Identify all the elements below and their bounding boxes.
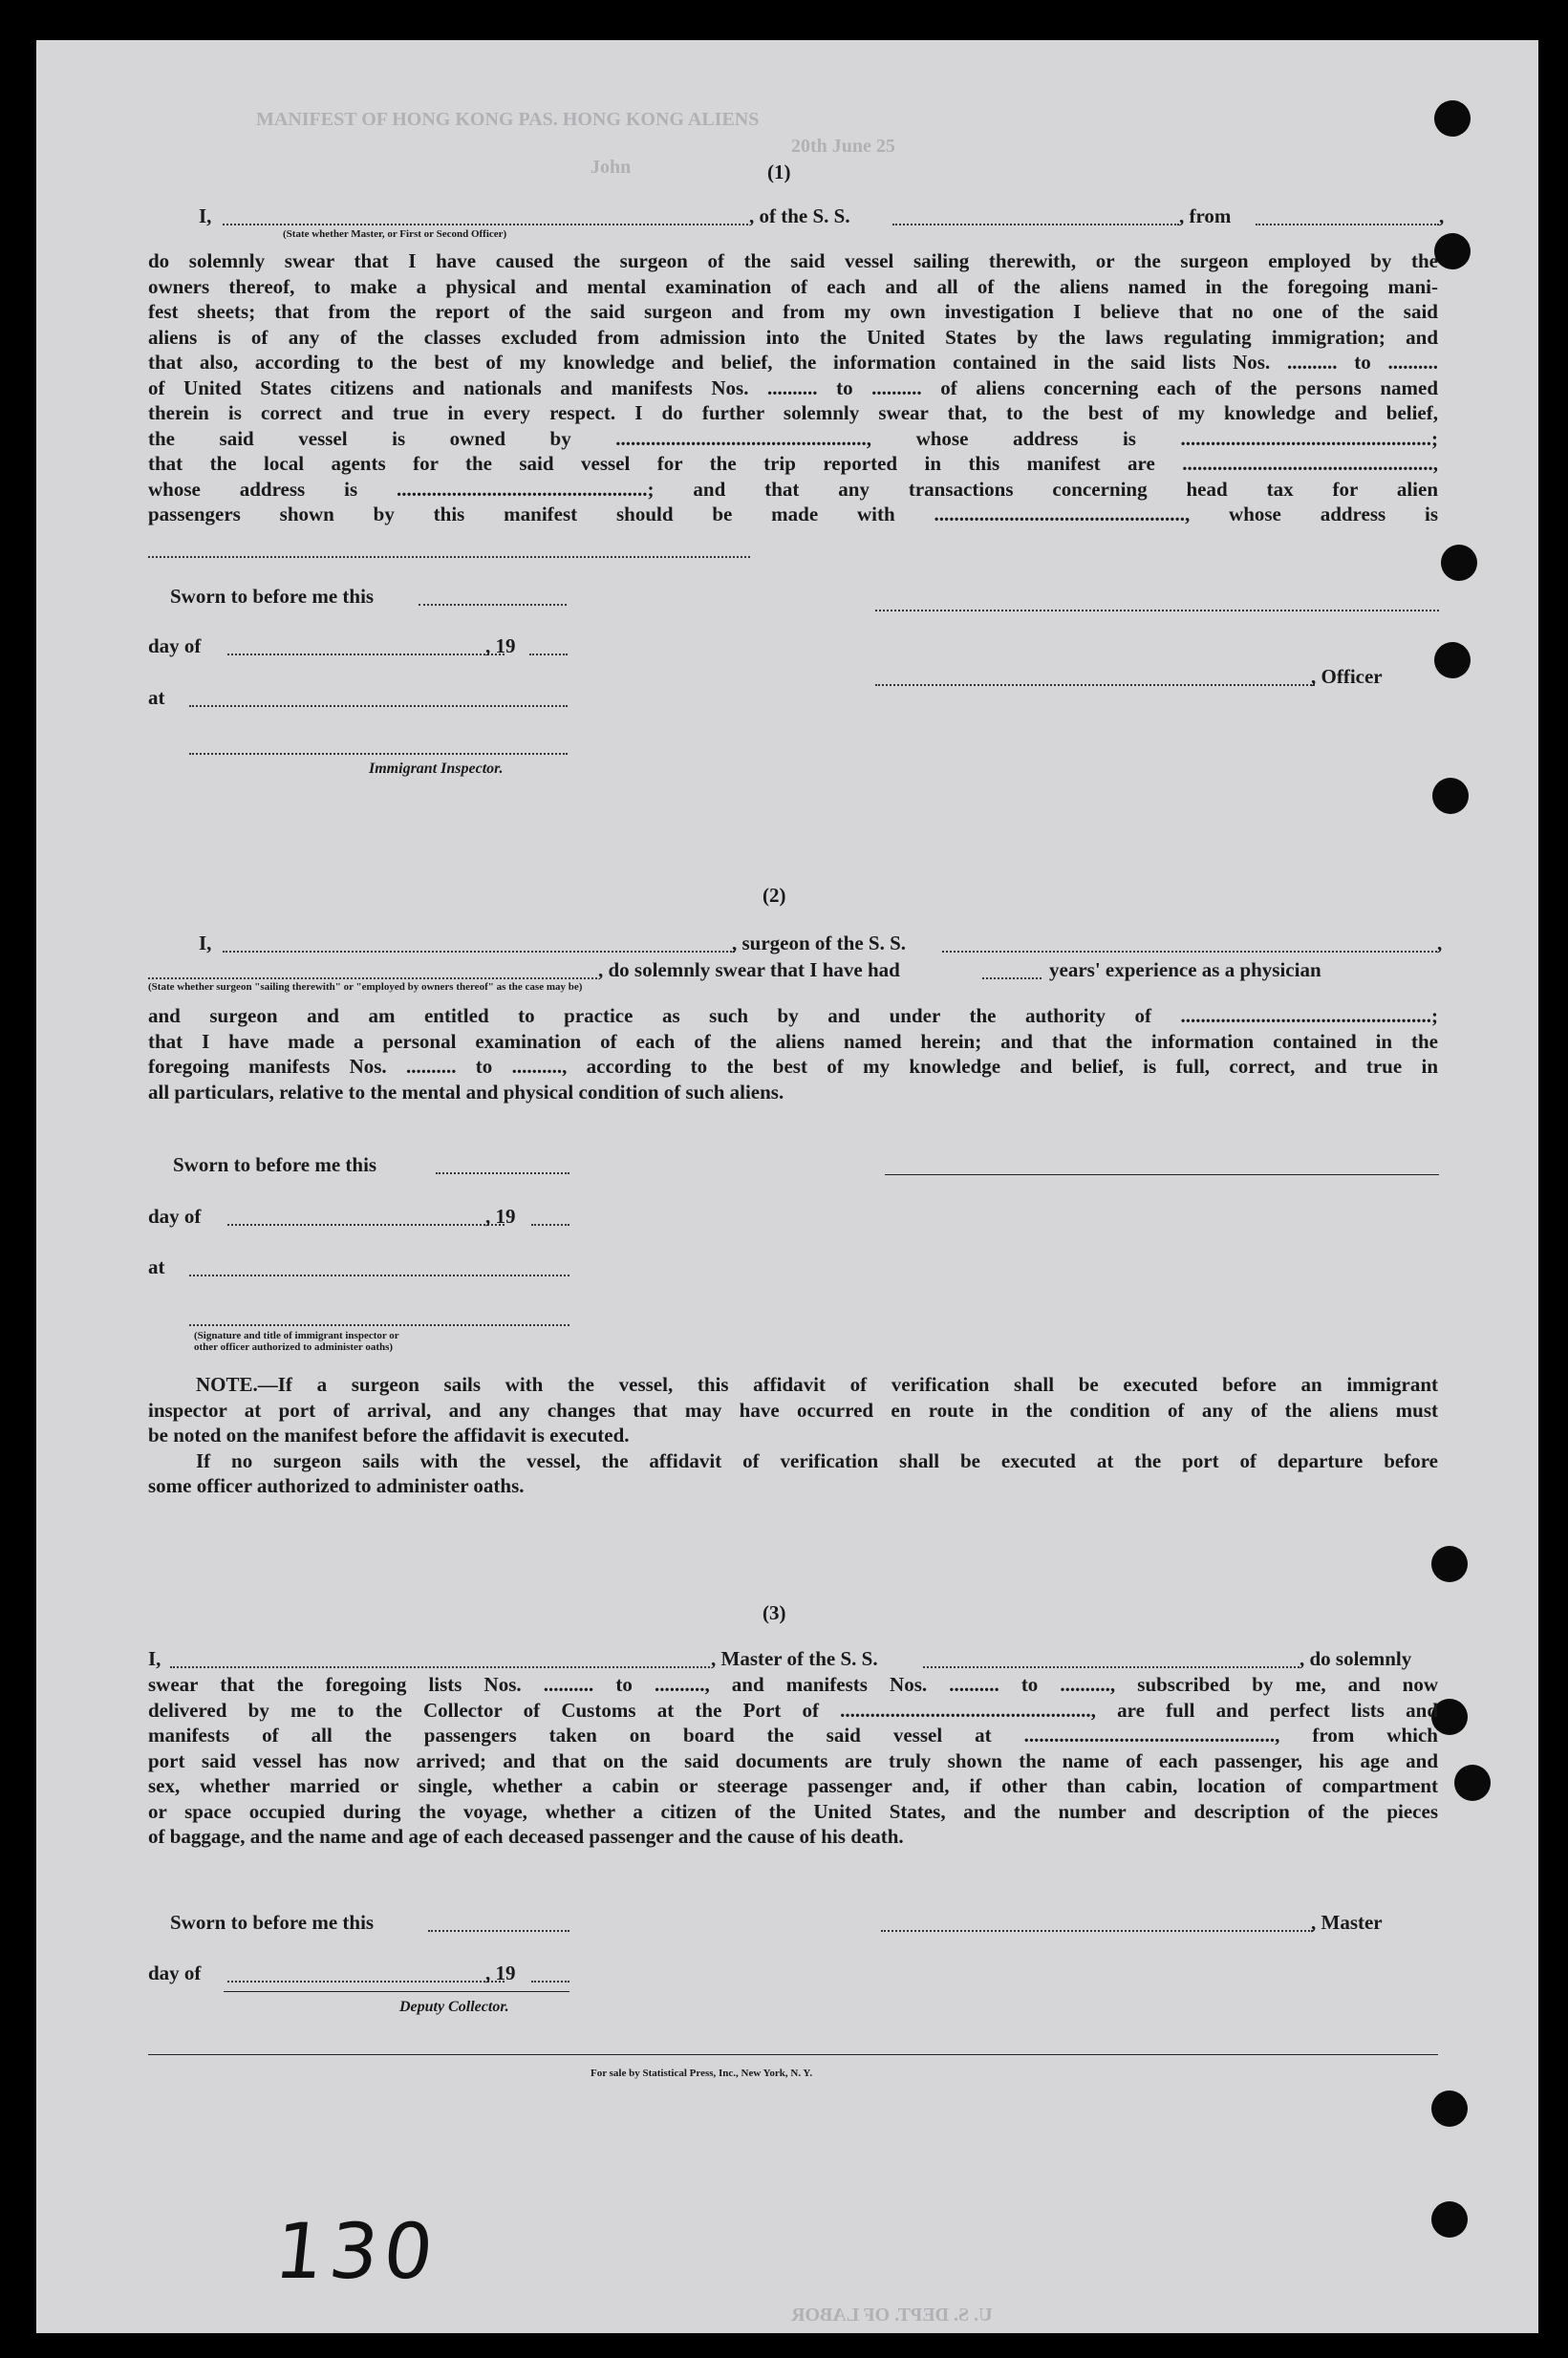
section3-body: swear that the foregoing lists Nos. .......... to .........., and manifests Nos. .......... to .........., subscribed by me, and now delivered by me to the Collector of Customs at the Port of .................................................., are full and perfect lists and manifests of all the passengers taken on board the said vessel at .................................................., from which port said vessel has now arrived; and that on the said documents are truly shown the name of each passenger, his age and sex, whether married or single, whether a cabin or steerage passenger and, if other than cabin, location of compartment or space occupied during the voyage, whether a citizen of the United States, and the number and description of the pieces of baggage, and the name and age of each deceased passenger and the cause of his death.	[148, 1673, 1438, 1848]
signature-line	[875, 610, 1439, 611]
officer-note: (State whether Master, or First or Second Officer)	[283, 228, 507, 240]
section1-body: do solemnly swear that I have caused the surgeon of the said vessel sailing therewith, or the surgeon employed by the owners thereof, to make a physical and mental examination of each and all of the aliens named in the foregoing mani- fest sheets; that from the report of the said surgeon and from my own investigation I believe that no one of the said aliens is of any of the classes excluded from admission into the United States by the laws regulating immigration; and that also, according to the best of my knowledge and belief, the information contained in the said lists Nos. .......... to .......... of United States citizens and nationals and manifests Nos. .......... to .......... of aliens concerning each of the persons named therein is correct and true in every respect. I do further solemnly swear that, to the best of my knowledge and belief, the said vessel is owned by .................................................., whose address is ..................................................; that the local agents for the said vessel for the trip reported in this manifest are .................................................., whose address is ..................................................; and that any transactions concerning head tax for alien passengers shown by this manifest should be made with .................................................., whose address is	[148, 249, 1438, 525]
binder-hole	[1432, 778, 1469, 814]
surgeon-name-field	[223, 951, 735, 953]
mirrored-bleed-text: U. S. DEPT. OF LABOR	[791, 2304, 993, 2326]
section1-from: , from	[1179, 204, 1232, 227]
immigrant-inspector-label: Immigrant Inspector.	[369, 761, 504, 777]
ghost-header-line2: 20th June 25	[791, 136, 895, 157]
section2-years: years' experience as a physician	[1049, 958, 1321, 981]
month-field-3	[227, 1981, 505, 1983]
section3-number: (3)	[763, 1601, 786, 1624]
section1-day-of: day of	[148, 634, 202, 657]
surgeon-status-note: (State whether surgeon "sailing therewith" or "employed by owners thereof" as the case may be)	[148, 981, 583, 993]
at-place-field-2	[189, 1275, 569, 1276]
sworn-day-field-3	[428, 1930, 569, 1932]
agent-address-field	[148, 556, 750, 558]
surgeon-status-field	[148, 977, 597, 979]
binder-hole	[1434, 642, 1471, 678]
footer-rule	[148, 2054, 1438, 2055]
binder-hole	[1441, 545, 1477, 581]
vessel-name-field-3	[923, 1666, 1300, 1668]
ghost-header-line3: John	[591, 157, 632, 178]
year-field-2	[531, 1224, 569, 1226]
inspector-signature-field-2	[189, 1324, 569, 1326]
printer-imprint: For sale by Statistical Press, Inc., New York, N. Y.	[591, 2068, 813, 2079]
section2-surgeon-of: , surgeon of the S. S.	[732, 932, 907, 954]
binder-hole	[1434, 100, 1471, 137]
master-name-field-3	[170, 1666, 710, 1668]
section2-i: I,	[199, 932, 212, 954]
surgeon-vessel-field	[942, 951, 1437, 953]
section1-number: (1)	[767, 161, 791, 183]
section3-i: I,	[148, 1647, 161, 1670]
note-paragraph: NOTE.—If a surgeon sails with the vessel, this affidavit of verification shall be executed before an immigrant inspector at port of arrival, and any changes that may have occurred en route in the condition of any of the aliens must be noted on the manifest before the affidavit is executed. If no surgeon sails with the vessel, the affidavit of verification shall be executed at the port of departure before some officer authorized to administer oaths.	[148, 1373, 1438, 1497]
deputy-signature-line	[224, 1991, 569, 1992]
master-name-field	[223, 224, 748, 225]
section3-do-solemnly: , do solemnly	[1300, 1647, 1412, 1670]
binder-hole	[1431, 2201, 1468, 2238]
section2-swear: , do solemnly swear that I have had	[598, 958, 900, 981]
sworn-day-field	[419, 604, 567, 606]
section1-of-ss: , of the S. S.	[749, 204, 850, 227]
section2-number: (2)	[763, 884, 786, 907]
handwritten-page-number: 130	[270, 2207, 443, 2296]
inspector-signature-field	[189, 753, 568, 755]
section2-day-of: day of	[148, 1205, 202, 1228]
sig-note-2: other officer authorized to administer oaths)	[194, 1341, 394, 1353]
binder-hole	[1431, 1546, 1468, 1582]
ghost-header-line1: MANIFEST OF HONG KONG PAS. HONG KONG ALIENS	[256, 109, 760, 130]
section1-officer: , Officer	[1311, 665, 1383, 688]
document-page: MANIFEST OF HONG KONG PAS. HONG KONG ALIENS 20th June 25 John (1) I, , of the S. S. , from , (State whether Master, or First or Second Officer) do solemnly swear that I have caused the surgeon of the said vessel sailing therewith, or the surgeon employed by the owners thereof, to make a physical and mental examination of each and all of the aliens named in the foregoing mani- fest sheets; that from the report of the said surgeon and from my own investigation I believe that no one of the said aliens is of any of the classes excluded from admission into the United States by the laws regulating immigration; and that also, according to the best of my knowledge and belief, the information contained in the said lists Nos. .......... to .......... of United States citizens and nationals and manifests Nos. .......... to .......... of aliens concerning each of the persons named therein is correct and true in every respect. I do further solemnly swear that, to the best of my knowledge and belief, the said vessel is owned by .................................................., whose address is ..................................................; that the local agents for the said vessel for the trip reported in this manifest are .................................................., whose address is ..................................................; and that any transactions concerning head tax for alien passengers shown by this manifest should be made with .................................................., whose address is Sworn to before me this day of , 19 , Officer at Immigrant Inspector. (2) I, , surgeon of the S. S. , , do solemnly swear that I have had years' experience as a physician (State whether surgeon "sailing therewith" or "employed by owners thereof" as the case may be) and surgeon and am entitled to practice as such by and under the authority of ..................................................; that I have made a personal examination of each of the aliens named herein; and that the information contained in the foregoing manifests Nos. .......... to .........., according to the best of my knowledge and belief, is full, correct, and true in all particulars, relative to the mental and physical condition of such aliens. Sworn to before me this day of , 19 at (Signature and title of immigrant inspector or other officer authorized to administer oaths) NOTE.—If a surgeon sails with the vessel, this affidavit of verification shall be executed before an immigrant inspector at port of arrival, and any changes that may have occurred en route in the condition of any of the aliens must be noted on the manifest before the affidavit is executed. If no surgeon sails with the vessel, the affidavit of verification shall be executed at the port of departure before some officer authorized to administer oaths. (3) I, , Master of the S. S. , do solemnly swear that the foregoing lists Nos. .......... to .........., and manifests Nos. .......... to .........., subscribed by me, and now delivered by me to the Collector of Customs at the Port of .................................................., are full and perfect lists and manifests of all the passengers taken on board the said vessel at .................................................., from which port said vessel has now arrived; and that on the said documents are truly shown the name of each passenger, his age and sex, whether married or single, whether a cabin or steerage passenger and, if other than cabin, location of compartment or space occupied during the voyage, whether a citizen of the United States, and the number and description of the pieces of baggage, and the name and age of each deceased passenger and the cause of his death. Sworn to before me this , Master day of , 19 Deputy Collector. For sale by Statistical Press, Inc., New York, N. Y. 130 U. S. DEPT. OF LABOR	[36, 40, 1538, 2333]
binder-hole	[1434, 233, 1471, 269]
section2-sworn: Sworn to before me this	[173, 1153, 377, 1176]
year-field-3	[531, 1981, 569, 1983]
section2-year: , 19	[485, 1205, 516, 1228]
from-port-field	[1256, 224, 1439, 225]
section3-sworn: Sworn to before me this	[170, 1911, 375, 1934]
section1-sworn: Sworn to before me this	[170, 585, 375, 608]
master-signature-field	[881, 1930, 1313, 1932]
section2-at: at	[148, 1255, 165, 1278]
binder-hole	[1454, 1765, 1491, 1801]
section3-day-of: day of	[148, 1961, 202, 1984]
section1-year: , 19	[485, 634, 516, 657]
surgeon-signature-line	[885, 1174, 1439, 1175]
years-field	[982, 977, 1042, 979]
section1-i: I,	[199, 204, 212, 227]
year-field	[529, 654, 568, 655]
month-field-2	[227, 1224, 505, 1226]
deputy-collector-label: Deputy Collector.	[399, 1999, 509, 2015]
section2-body: and surgeon and am entitled to practice as such by and under the authority of ..................................................; that I have made a personal examination of each of the aliens named herein; and that the information contained in the foregoing manifests Nos. .......... to .........., according to the best of my knowledge and belief, is full, correct, and true in all particulars, relative to the mental and physical condition of such aliens.	[148, 1004, 1438, 1104]
binder-hole	[1431, 2090, 1468, 2127]
section1-at: at	[148, 686, 165, 709]
officer-signature-field	[875, 684, 1315, 686]
month-field	[227, 654, 505, 655]
at-place-field	[189, 705, 568, 707]
vessel-name-field	[892, 224, 1179, 225]
section3-master-of: , Master of the S. S.	[711, 1647, 878, 1670]
section3-year: , 19	[485, 1961, 516, 1984]
sig-note-1: (Signature and title of immigrant inspector or	[194, 1330, 399, 1341]
section3-master: , Master	[1311, 1911, 1383, 1934]
sworn-day-field-2	[436, 1172, 569, 1174]
